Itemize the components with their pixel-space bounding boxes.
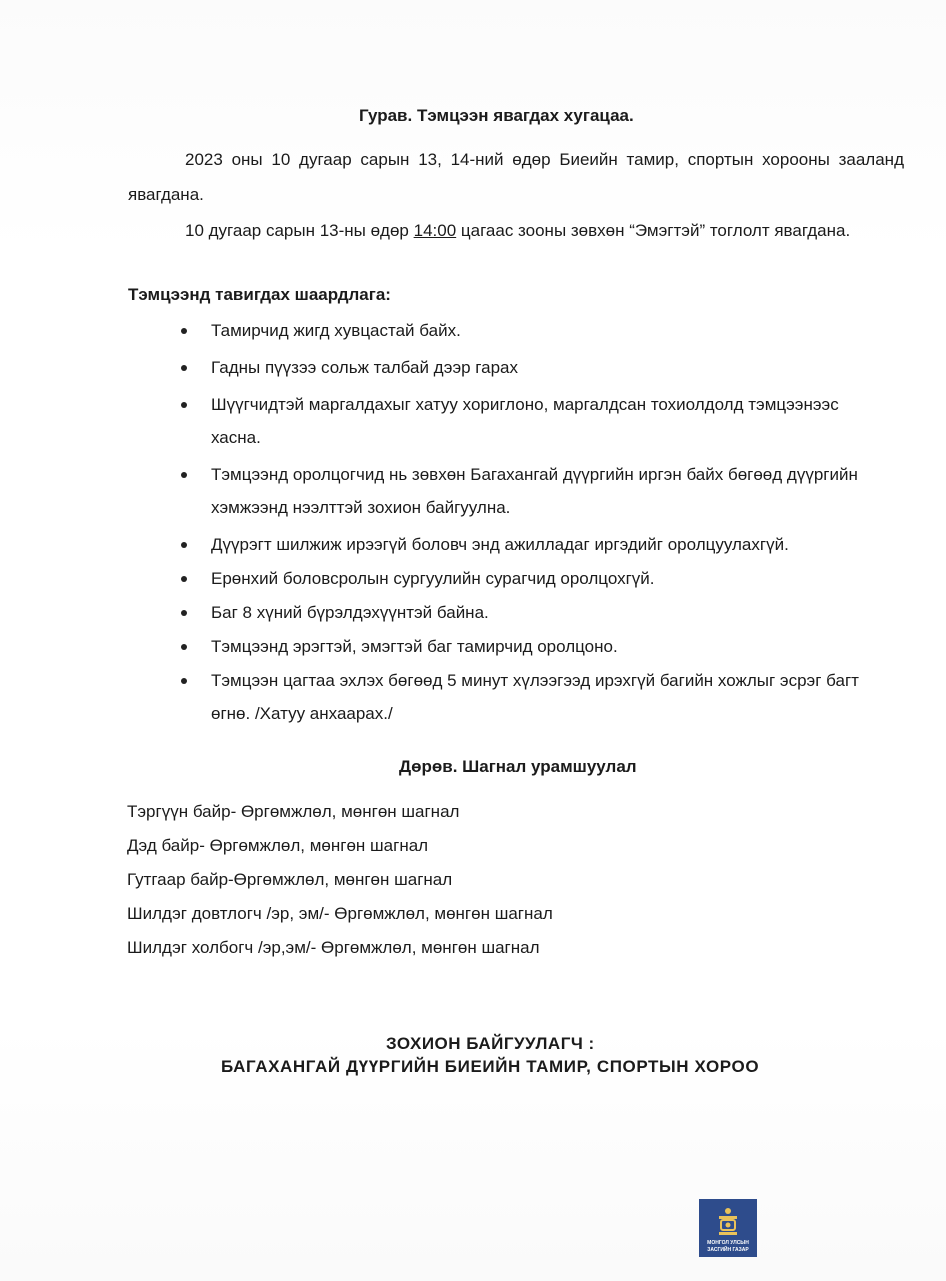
list-item: Гадны пүүзээ сольж талбай дээр гарах: [0, 351, 861, 384]
award-item: Гутгаар байр-Өргөмжлөл, мөнгөн шагнал: [127, 870, 453, 889]
organizer-label: ЗОХИОН БАЙГУУЛАГЧ :: [386, 1034, 595, 1053]
list-item: Шүүгчидтэй маргалдахыг хатуу хориглоно, маргалдсан тохиолдолд тэмцээнээс хасна.: [0, 388, 861, 454]
list-item: Тамирчид жигд хувцастай байх.: [0, 314, 861, 347]
award-item: Тэргүүн байр- Өргөмжлөл, мөнгөн шагнал: [127, 802, 460, 821]
bullet-icon: [181, 328, 187, 334]
bullet-icon: [181, 576, 187, 582]
bullet-icon: [181, 402, 187, 408]
award-item: Шилдэг холбогч /эр,эм/- Өргөмжлөл, мөнгөн шагнал: [127, 938, 540, 957]
bullet-icon: [181, 542, 187, 548]
requirements-title: Тэмцээнд тавигдах шаардлага:: [128, 285, 391, 304]
requirements-list: [0, 314, 946, 730]
list-item: Баг 8 хүний бүрэлдэхүүнтэй байна.: [0, 596, 861, 629]
women-game-text-end: цагаас зооны зөвхөн “Эмэгтэй” тоглолт явагдана.: [456, 221, 851, 240]
seal-line-1: МОНГОЛ УЛСЫН: [707, 1240, 749, 1246]
government-seal: [699, 1199, 757, 1257]
bullet-icon: [181, 365, 187, 371]
award-item: Дэд байр- Өргөмжлөл, мөнгөн шагнал: [127, 836, 429, 855]
section3-heading: Гурав. Тэмцээн явагдах хугацаа.: [359, 106, 634, 125]
soyombo-emblem-icon: [715, 1206, 741, 1238]
bullet-icon: [181, 678, 187, 684]
women-game-paragraph: [128, 213, 904, 248]
bullet-icon: [181, 472, 187, 478]
awards-list: [127, 795, 553, 965]
schedule-text: 2023 оны 10 дугаар сарын 13, 14-ний өдөр Биеийн тамир, спортын хорооны зааланд явагдана.: [128, 150, 904, 204]
game-start-time: 14:00: [413, 221, 457, 240]
list-item: Тэмцээн цагтаа эхлэх бөгөөд 5 минут хүлээгээд ирэхгүй багийн хожлыг эсрэг багт өгнө. /Хатуу анхаарах./: [0, 664, 861, 730]
list-item: Тэмцээнд эрэгтэй, эмэгтэй баг тамирчид оролцоно.: [0, 630, 861, 663]
list-item: Тэмцээнд оролцогчид нь зөвхөн Багахангай дүүргийн иргэн байх бөгөөд дүүргийн хэмжээнд нээлттэй зохион байгуулна.: [0, 458, 861, 524]
schedule-paragraph: [128, 142, 904, 212]
bullet-icon: [181, 610, 187, 616]
seal-line-2: ЗАСГИЙН ГАЗАР: [707, 1247, 749, 1253]
award-item: Шилдэг довтлогч /эр, эм/- Өргөмжлөл, мөнгөн шагнал: [127, 904, 553, 923]
organizer-name: БАГАХАНГАЙ ДҮҮРГИЙН БИЕИЙН ТАМИР, СПОРТЫН ХОРОО: [221, 1057, 760, 1076]
women-game-text-start: 10 дугаар сарын 13-ны өдөр: [185, 221, 414, 240]
bullet-icon: [181, 644, 187, 650]
list-item: Ерөнхий боловсролын сургуулийн сурагчид оролцохгүй.: [0, 562, 861, 595]
section4-heading: Дөрөв. Шагнал урамшуулал: [399, 757, 637, 776]
list-item: Дүүрэгт шилжиж ирээгүй боловч энд ажилладаг иргэдийг оролцуулахгүй.: [0, 528, 861, 561]
